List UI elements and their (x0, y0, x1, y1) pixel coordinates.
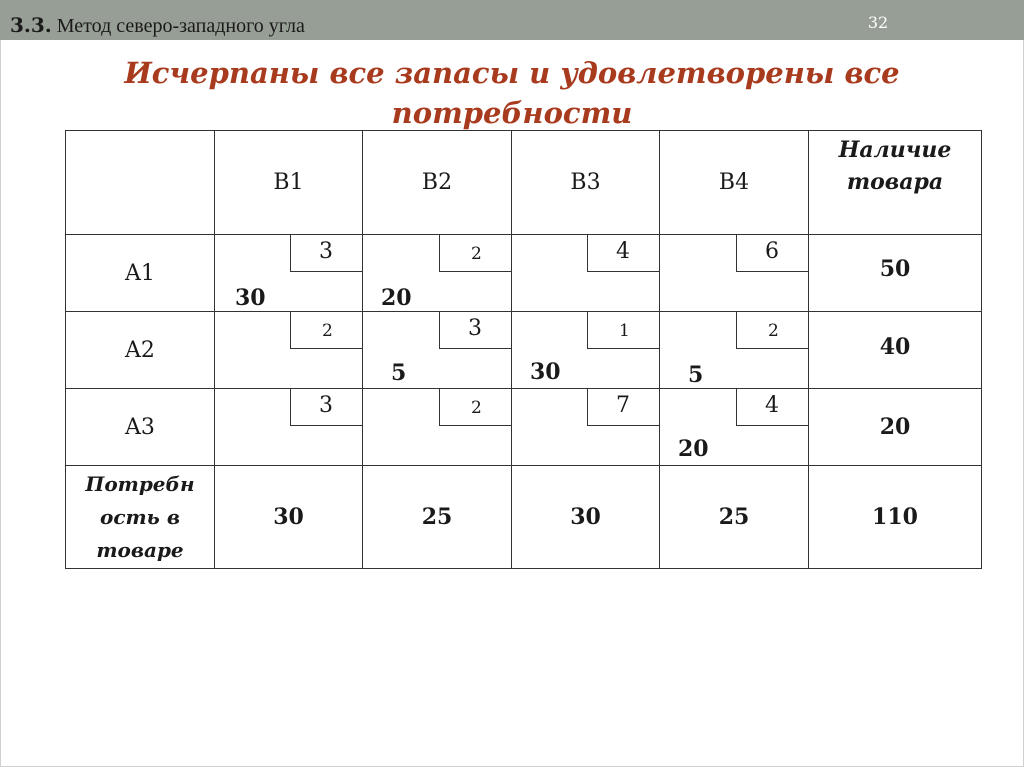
cost-value: 6 (765, 239, 779, 264)
stock-a3: 20 (809, 389, 982, 466)
cell-a1-b2 (363, 235, 512, 312)
cell-a1-b4 (660, 235, 809, 312)
stock-a2: 40 (809, 312, 982, 389)
cost-box (290, 235, 362, 272)
page-title-line-2: потребности (391, 96, 633, 130)
section-title-text: Метод северо-западного угла (56, 15, 305, 37)
cost-value: 2 (471, 398, 482, 418)
cell-a1-b1 (215, 235, 363, 312)
cost-value: 3 (319, 393, 333, 418)
cost-value: 4 (765, 393, 779, 418)
cost-value: 4 (616, 239, 630, 264)
column-header-b1: B1 (215, 131, 363, 235)
cost-value: 3 (319, 239, 333, 264)
demand-total: 110 (809, 466, 982, 569)
cost-box (439, 235, 511, 272)
page-title-line-1: Исчерпаны все запасы и удовлетворены все (124, 56, 900, 90)
row-header-a3: A3 (66, 389, 215, 466)
section-number: 3.3. (10, 13, 52, 37)
demand-header-line-2: ость в (100, 504, 180, 529)
cost-value: 1 (619, 321, 630, 341)
cost-value: 2 (322, 321, 333, 341)
demand-b2: 25 (363, 466, 512, 569)
demand-b3: 30 (512, 466, 660, 569)
cell-a2-b1 (215, 312, 363, 389)
cell-a3-b2 (363, 389, 512, 466)
slide-number: 32 (867, 13, 889, 32)
cell-a2-b4 (660, 312, 809, 389)
cost-box (290, 312, 362, 349)
table-row-a3 (66, 389, 982, 466)
allocation-value: 30 (235, 285, 266, 311)
demand-b4: 25 (660, 466, 809, 569)
page-title (60, 53, 964, 133)
cost-box (439, 389, 511, 426)
cell-a3-b4 (660, 389, 809, 466)
row-header-a2: A2 (66, 312, 215, 389)
cost-box (736, 235, 808, 272)
column-header-b4: B4 (660, 131, 809, 235)
section-title (10, 13, 305, 38)
cost-box (587, 235, 659, 272)
cell-a3-b1 (215, 389, 363, 466)
cost-box (290, 389, 362, 426)
cost-box (439, 312, 511, 349)
demand-row (66, 466, 982, 569)
cost-value: 2 (471, 244, 482, 264)
cost-value: 2 (768, 321, 779, 341)
demand-header-line-3: товаре (96, 537, 184, 562)
stock-a1: 50 (809, 235, 982, 312)
allocation-value: 5 (688, 362, 704, 388)
cell-a2-b2 (363, 312, 512, 389)
allocation-value: 30 (530, 359, 561, 385)
transport-table (65, 130, 982, 569)
demand-header-line-1: Потребн (85, 471, 195, 496)
corner-cell (66, 131, 215, 235)
allocation-value: 5 (391, 360, 407, 386)
allocation-value: 20 (678, 436, 709, 462)
stock-header (809, 131, 982, 235)
stock-header-line-1: Наличие (838, 137, 952, 163)
cell-a3-b3 (512, 389, 660, 466)
cell-a1-b3 (512, 235, 660, 312)
cell-a2-b3 (512, 312, 660, 389)
row-header-a1: A1 (66, 235, 215, 312)
header-row (66, 131, 982, 235)
column-header-b3: B3 (512, 131, 660, 235)
cost-box (587, 389, 659, 426)
table-row-a2 (66, 312, 982, 389)
stock-header-line-2: товара (846, 169, 944, 195)
cost-value: 3 (468, 316, 482, 341)
cost-box (587, 312, 659, 349)
column-header-b2: B2 (363, 131, 512, 235)
cost-box (736, 312, 808, 349)
table-row-a1 (66, 235, 982, 312)
cost-box (736, 389, 808, 426)
demand-b1: 30 (215, 466, 363, 569)
demand-header (66, 466, 215, 569)
allocation-value: 20 (381, 285, 412, 311)
cost-value: 7 (616, 393, 630, 418)
